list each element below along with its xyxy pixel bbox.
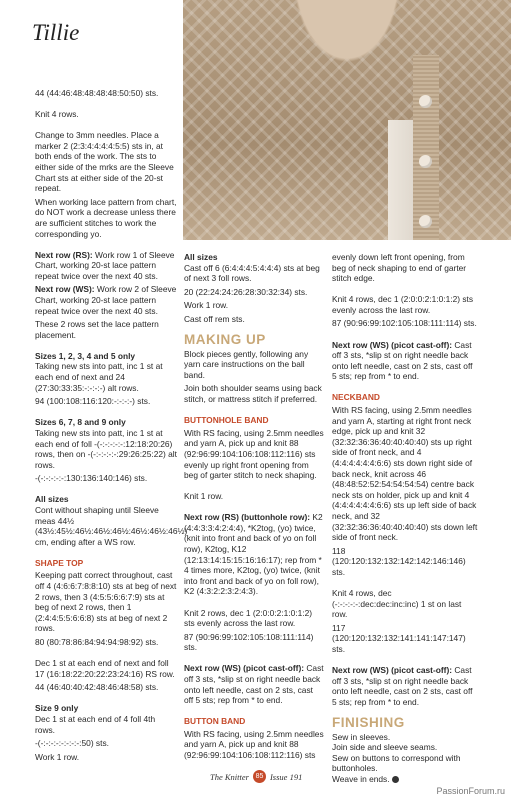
neckband-heading: NECKBAND xyxy=(332,392,380,403)
size-heading: Sizes 6, 7, 8 and 9 only xyxy=(35,417,126,428)
instruction-row xyxy=(332,665,478,707)
page-number: 85 xyxy=(253,770,266,783)
column-2 xyxy=(184,252,324,771)
stitch-count: 87 (90:96:99:102:105:108:111:114) sts. xyxy=(184,631,314,653)
magazine-name: The Knitter xyxy=(210,771,249,782)
finishing-step: Sew on buttons to correspond with buttonholes. xyxy=(332,752,461,774)
size-heading: All sizes xyxy=(35,494,69,505)
stitch-count: 94 (100:108:116:120:-:-:-:-) sts. xyxy=(35,396,151,407)
stitch-count: 117 (120:120:132:132:141:141:147:147) sts. xyxy=(332,622,466,654)
finishing-heading: FINISHING xyxy=(332,714,405,730)
row-label: Next row (RS): xyxy=(35,249,93,260)
button-icon xyxy=(419,215,432,228)
button-placket xyxy=(413,55,439,240)
paragraph: Work 1 row. xyxy=(35,751,80,762)
instruction-row xyxy=(332,340,478,382)
paragraph: Cast off 6 (6:4:4:4:5:4:4:4) sts at beg of next 3 foll rows. xyxy=(184,262,320,284)
instruction-row xyxy=(184,663,324,705)
stitch-count: 80 (80:78:86:84:94:94:98:92) sts. xyxy=(35,637,159,648)
paragraph: Change to 3mm needles. Place a marker 2 (2:3:4:4:4:4:5:5) sts in, at both ends of the work. The sts to either side of the mrks are the Sleeve Chart sts at either side of the 20-st repeat. xyxy=(35,130,174,194)
finishing-step: Weave in ends. xyxy=(332,774,478,785)
row-text: Cast off 3 sts, *slip st on right needle back onto left needle, cast on 2 sts, cast off 5 sts; rep from * to end. xyxy=(332,665,473,707)
stitch-count: -(-:-:-:-:-:-:-:-:50) sts. xyxy=(35,738,109,749)
instruction-row xyxy=(35,250,177,282)
paragraph: Knit 4 rows, dec 1 (2:0:0:2:1:0:1:2) sts evenly across the last row. xyxy=(332,294,474,315)
paragraph: Knit 4 rows, dec (-:-:-:-:-:dec:dec:inc:inc) 1 st on last row. xyxy=(332,588,462,620)
paragraph: Taking new sts into patt, inc 1 st at each end of foll -(-:-:-:-:-:12:18:20:26) rows, then on -(-:-:-:-:-:29:26:25:22) alt rows. xyxy=(35,427,177,470)
paragraph: Cont without shaping until Sleeve meas 44½ (43½:45½:46½:46½:46½:46½:46½:46½) cm, ending after a WS row. xyxy=(35,505,188,547)
paragraph: Knit 2 rows, dec 1 (2:0:0:2:1:0:1:2) sts evenly across the last row. xyxy=(184,607,313,629)
paragraph: 44 (44:46:48:48:48:48:50:50) sts. xyxy=(35,88,159,98)
row-text: Cast off 3 sts, *slip st on right needle back onto left needle, cast on 2 sts, cast off 5 sts; rep from * to end. xyxy=(184,663,324,706)
paragraph: Work 1 row. xyxy=(184,300,229,311)
paragraph: Join both shoulder seams using back stitch, or mattress stitch if preferred. xyxy=(184,383,322,405)
sweater-photo xyxy=(183,0,511,240)
stitch-count: 87 (90:96:99:102:105:108:111:114) sts. xyxy=(332,318,477,329)
size-heading: All sizes xyxy=(184,252,218,262)
stitch-count: 20 (22:24:24:26:28:30:32:34) sts. xyxy=(184,286,308,297)
watermark: PassionForum.ru xyxy=(436,786,505,796)
size-heading: Sizes 1, 2, 3, 4 and 5 only xyxy=(35,350,136,361)
paragraph: Keeping patt correct throughout, cast off 4 (4:6:6:7:8:8:10) sts at beg of next 2 rows, then 3 (4:5:5:6:6:7:9) sts at beg of next 2 rows, then 1 (2:4:4:5:5:6:6:8) sts at beg of next 2 rows. xyxy=(35,570,177,634)
column-1 xyxy=(35,88,188,773)
page-footer xyxy=(210,770,302,783)
paragraph: Cast off rem sts. xyxy=(184,313,245,324)
finishing-step: Sew in sleeves. xyxy=(332,731,391,742)
row-label: Next row (WS) (picot cast-off): xyxy=(332,339,453,350)
row-text: Cast off 3 sts, *slip st on right needle back onto left needle, cast on 2 sts, cast off 5 sts; rep from * to end. xyxy=(332,339,473,382)
row-text: K2 (4:4:3:3:4:2:4:4), *K2tog, (yo) twice, (knit into front and back of yo on foll row), K2tog, K12 (12:13:14:15:15:16:16:17); rep from * 4 times more, K2tog, (yo) twice, (knit into front and back of yo on foll row), K2 (4:3:2:2:3:2:4:3). xyxy=(184,512,323,597)
paragraph: With RS facing, using 2.5mm needles and yarn A, pick up and knit 88 (92:96:99:104:106:108:112:116) sts xyxy=(184,728,324,761)
stitch-count: -(-:-:-:-:-:130:136:140:146) sts. xyxy=(35,473,148,484)
pattern-title: Tillie xyxy=(32,20,80,45)
buttonhole-band-heading: BUTTONHOLE BAND xyxy=(184,415,269,426)
row-text: Work row 2 of Sleeve Chart, working 20-st lace pattern repeat twice over the next 40 sts. xyxy=(35,284,177,316)
paragraph: With RS facing, using 2.5mm needles and yarn A, starting at right front neck edge, pick up and knit 32 (32:32:36:36:40:40:40:40) sts up right side of front neck, and 4 (4:4:4:4:4:4:6:6) sts down right side of back neck, knit across 46 (48:48:52:52:54:54:54:54) centre back neck sts on holder, pick up and knit 4 (4:4:4:4:4:4:6:6) sts up left side of back neck, and 32 (32:32:36:36:40:40:40:40) sts down left side of front neck. xyxy=(332,405,478,543)
row-label: Next row (RS) (buttonhole row): xyxy=(184,512,311,523)
paragraph: Dec 1 st at each end of next and foll 17 (16:18:22:20:22:23:24:16) RS row. xyxy=(35,658,175,679)
paragraph: evenly down left front opening, from beg of neck shaping to end of garter stitch edge. xyxy=(332,252,467,284)
column-3 xyxy=(332,252,478,785)
stitch-count: 44 (46:40:40:42:48:46:48:58) sts. xyxy=(35,682,159,693)
instruction-row xyxy=(184,512,324,597)
button-icon xyxy=(419,95,432,108)
row-label: Next row (WS): xyxy=(35,284,95,295)
issue-number: Issue 191 xyxy=(269,771,303,782)
stitch-count: 118 (120:120:132:132:142:142:146:146) sts. xyxy=(332,545,466,577)
instruction-row xyxy=(35,284,177,316)
making-up-heading: MAKING UP xyxy=(184,332,266,348)
button-icon xyxy=(419,155,432,168)
paragraph: Knit 4 rows. xyxy=(35,109,79,120)
end-mark-icon xyxy=(392,776,399,783)
paragraph: Dec 1 st at each end of 4 foll 4th rows. xyxy=(35,714,156,735)
button-band-heading: BUTTON BAND xyxy=(184,716,246,727)
paragraph: When working lace pattern from chart, do NOT work a decrease unless there are sufficient stitches to work the corresponding yo. xyxy=(35,196,177,239)
size-heading: Size 9 only xyxy=(35,703,79,714)
paragraph: Block pieces gently, following any yarn care instructions on the ball band. xyxy=(184,348,309,380)
paragraph: Taking new sts into patt, inc 1 st at each end of next and 24 (27:30:33:35:-:-:-:-) alt rows. xyxy=(35,361,163,393)
row-label: Next row (WS) (picot cast-off): xyxy=(184,663,305,674)
shape-top-heading: SHAPE TOP xyxy=(35,557,84,568)
paragraph: These 2 rows set the lace pattern placement. xyxy=(35,319,159,340)
row-label: Next row (WS) (picot cast-off): xyxy=(332,665,453,676)
paragraph: With RS facing, using 2.5mm needles and yarn A, pick up and knit 88 (92:96:99:104:106:108:112:116) sts evenly up right front opening from beg of garter stitch to neck shaping. xyxy=(184,427,324,481)
row-text: Work row 1 of Sleeve Chart, working 20-st lace pattern repeat twice over the next 40 sts. xyxy=(35,249,175,281)
paragraph: Knit 1 row. xyxy=(184,491,224,502)
finishing-step: Join side and sleeve seams. xyxy=(332,742,438,753)
